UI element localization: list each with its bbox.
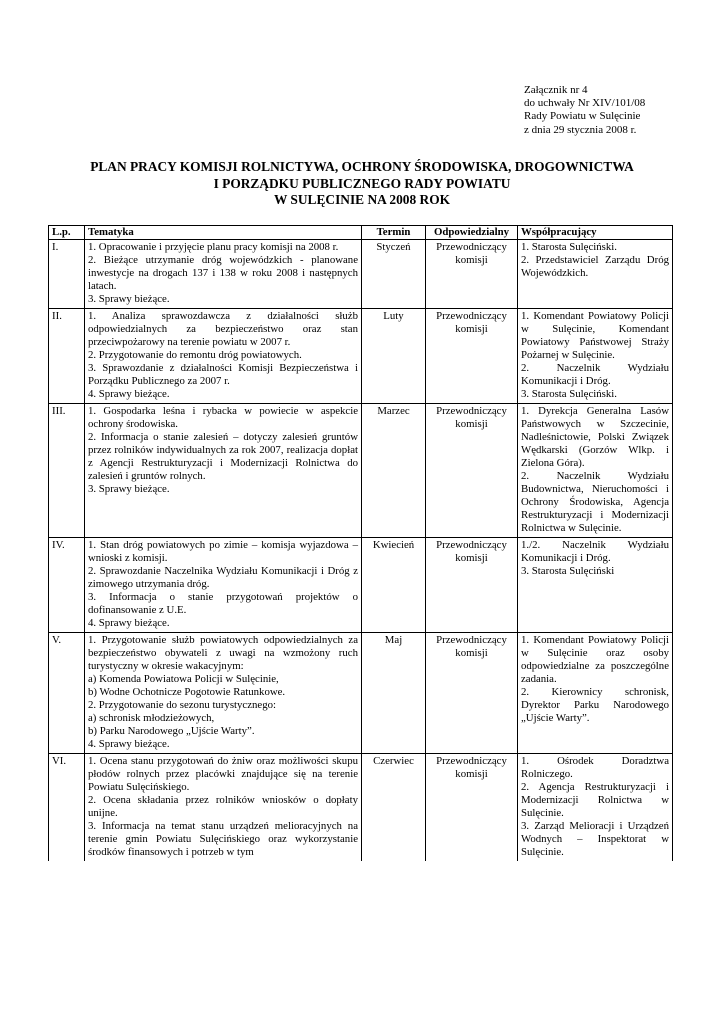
row-topics bbox=[85, 240, 362, 309]
row-number: II. bbox=[49, 309, 85, 404]
responsible-line: komisji bbox=[455, 254, 488, 266]
topic-item: 2. Informacja o stanie zalesień – dotyczy zalesień gruntów przez rolników indywidualnych za rok 2007, realizacja dopłat z Agencji Restrukturyzacji i Modernizacji Rolnictwa do zalesień i gruntów rolnych. bbox=[88, 431, 358, 482]
cooperating-item: 1. Komendant Powiatowy Policji w Sulęcinie, Komendant Powiatowy Państwowej Straży Pożarnej w Sulęcinie. bbox=[521, 310, 669, 361]
table-header-row bbox=[49, 226, 673, 240]
responsible-line: Przewodniczący bbox=[436, 539, 507, 551]
row-cooperating bbox=[518, 754, 673, 862]
header-topic: Tematyka bbox=[85, 226, 362, 240]
responsible-line: komisji bbox=[455, 768, 488, 780]
annex-reference bbox=[524, 84, 645, 137]
row-number: III. bbox=[49, 404, 85, 538]
topic-item: 3. Sprawy bieżące. bbox=[88, 483, 170, 495]
row-topics bbox=[85, 538, 362, 633]
row-number: VI. bbox=[49, 754, 85, 862]
cooperating-item: 1. Dyrekcja Generalna Lasów Państwowych w Szczecinie, Nadleśnictowie, Polski Związek Wędkarski (Gorzów Wlkp. i Zielona Góra). bbox=[521, 405, 669, 469]
row-term: Luty bbox=[362, 309, 426, 404]
row-responsible bbox=[426, 754, 518, 862]
row-topics bbox=[85, 633, 362, 754]
topic-item: b) Wodne Ochotnicze Pogotowie Ratunkowe. bbox=[88, 686, 286, 698]
topic-item: 3. Informacja na temat stanu urządzeń melioracyjnych na terenie gmin Powiatu Sulęcińskiego oraz wykorzystanie środków finansowych i potrzeb w tym bbox=[88, 820, 358, 858]
cooperating-item: 2. Kierownicy schronisk, Dyrektor Parku Narodowego „Ujście Warty”. bbox=[521, 686, 669, 724]
cooperating-item: 2. Naczelnik Wydziału Komunikacji i Dróg. bbox=[521, 362, 669, 387]
topic-item: a) Komenda Powiatowa Policji w Sulęcinie, bbox=[88, 673, 279, 685]
cooperating-item: 2. Przedstawiciel Zarządu Dróg Wojewódzkich. bbox=[521, 254, 669, 279]
cooperating-item: 2. Naczelnik Wydziału Budownictwa, Nieruchomości i Ochrony Środowiska, Agencja Restrukturyzacji i Modernizacji Rolnictwa w Sulęcinie. bbox=[521, 470, 669, 534]
topic-item: 3. Sprawozdanie z działalności Komisji Bezpieczeństwa i Porządku Publicznego za 2007 r. bbox=[88, 362, 358, 387]
table-row bbox=[49, 240, 673, 309]
title-line: W SULĘCINIE NA 2008 ROK bbox=[273, 192, 451, 207]
topic-item: 4. Sprawy bieżące. bbox=[88, 617, 170, 629]
row-responsible bbox=[426, 309, 518, 404]
work-plan-table bbox=[48, 225, 673, 861]
topic-item: a) schronisk młodzieżowych, bbox=[88, 712, 215, 724]
title-line: PLAN PRACY KOMISJI ROLNICTYWA, OCHRONY ŚRODOWISKA, DROGOWNICTWA bbox=[90, 159, 634, 174]
topic-item: 1. Przygotowanie służb powiatowych odpowiedzialnych za bezpieczeństwo obywateli z uwagi na wzmożony ruch turystyczny w okresie wakacyjnym: bbox=[88, 634, 358, 672]
row-number: IV. bbox=[49, 538, 85, 633]
row-cooperating bbox=[518, 633, 673, 754]
row-term: Czerwiec bbox=[362, 754, 426, 862]
topic-item: 2. Ocena składania przez rolników wniosków o dopłaty unijne. bbox=[88, 794, 358, 819]
responsible-line: Przewodniczący bbox=[436, 241, 507, 253]
row-responsible bbox=[426, 404, 518, 538]
topic-item: b) Parku Narodowego „Ujście Warty”. bbox=[88, 725, 255, 737]
responsible-line: komisji bbox=[455, 647, 488, 659]
row-topics bbox=[85, 754, 362, 862]
row-number: I. bbox=[49, 240, 85, 309]
row-responsible bbox=[426, 633, 518, 754]
topic-item: 1. Stan dróg powiatowych po zimie – komisja wyjazdowa – wnioski z komisji. bbox=[88, 539, 358, 564]
cooperating-item: 3. Starosta Sulęciński. bbox=[521, 388, 617, 400]
row-topics bbox=[85, 309, 362, 404]
cooperating-item: 2. Agencja Restrukturyzacji i Modernizacji Rolnictwa w Sulęcinie. bbox=[521, 781, 669, 819]
cooperating-item: 1. Starosta Sulęciński. bbox=[521, 241, 617, 253]
annex-line: Załącznik nr 4 bbox=[524, 84, 588, 96]
table-row bbox=[49, 538, 673, 633]
topic-item: 2. Sprawozdanie Naczelnika Wydziału Komunikacji i Dróg z zimowego utrzymania dróg. bbox=[88, 565, 358, 590]
table-row bbox=[49, 404, 673, 538]
table-row bbox=[49, 754, 673, 862]
cooperating-item: 1. Ośrodek Doradztwa Rolniczego. bbox=[521, 755, 669, 780]
row-term: Marzec bbox=[362, 404, 426, 538]
topic-item: 3. Informacja o stanie przygotowań projektów o dofinansowanie z U.E. bbox=[88, 591, 358, 616]
responsible-line: komisji bbox=[455, 418, 488, 430]
row-cooperating bbox=[518, 240, 673, 309]
row-cooperating bbox=[518, 404, 673, 538]
row-term: Styczeń bbox=[362, 240, 426, 309]
header-responsible: Odpowiedzialny bbox=[426, 226, 518, 240]
topic-item: 3. Sprawy bieżące. bbox=[88, 293, 170, 305]
annex-line: do uchwały Nr XIV/101/08 bbox=[524, 97, 646, 110]
topic-item: 1. Ocena stanu przygotowań do żniw oraz możliwości skupu płodów rolnych przez placówki znajdujące się na terenie Powiatu Sulęcińskiego. bbox=[88, 755, 358, 793]
responsible-line: Przewodniczący bbox=[436, 405, 507, 417]
responsible-line: komisji bbox=[455, 552, 488, 564]
responsible-line: Przewodniczący bbox=[436, 634, 507, 646]
topic-item: 2. Przygotowanie do remontu dróg powiatowych. bbox=[88, 349, 302, 361]
cooperating-item: 3. Zarząd Melioracji i Urządzeń Wodnych – Inspektorat w Sulęcinie. bbox=[521, 820, 669, 858]
row-cooperating bbox=[518, 538, 673, 633]
responsible-line: Przewodniczący bbox=[436, 755, 507, 767]
topic-item: 2. Przygotowanie do sezonu turystycznego: bbox=[88, 699, 277, 711]
row-term: Kwiecień bbox=[362, 538, 426, 633]
table-row bbox=[49, 309, 673, 404]
responsible-line: komisji bbox=[455, 323, 488, 335]
responsible-line: Przewodniczący bbox=[436, 310, 507, 322]
topic-item: 1. Gospodarka leśna i rybacka w powiecie w aspekcie ochrony środowiska. bbox=[88, 405, 358, 430]
cooperating-item: 1./2. Naczelnik Wydziału Komunikacji i Dróg. bbox=[521, 539, 669, 564]
annex-line: Rady Powiatu w Sulęcinie bbox=[524, 110, 641, 123]
topic-item: 1. Opracowanie i przyjęcie planu pracy komisji na 2008 r. bbox=[88, 241, 339, 253]
document-title bbox=[40, 159, 684, 209]
row-responsible bbox=[426, 538, 518, 633]
row-cooperating bbox=[518, 309, 673, 404]
topic-item: 1. Analiza sprawozdawcza z działalności służb odpowiedzialnych za bezpieczeństwo oraz stan przeciwpożarowy na terenie powiatu w 2007 r. bbox=[88, 310, 358, 348]
topic-item: 4. Sprawy bieżące. bbox=[88, 388, 170, 400]
row-term: Maj bbox=[362, 633, 426, 754]
topic-item: 4. Sprawy bieżące. bbox=[88, 738, 170, 750]
header-term: Termin bbox=[362, 226, 426, 240]
cooperating-item: 3. Starosta Sulęciński bbox=[521, 565, 615, 577]
row-topics bbox=[85, 404, 362, 538]
header-cooperating: Współpracujący bbox=[518, 226, 673, 240]
cooperating-item: 1. Komendant Powiatowy Policji w Sulęcinie oraz osoby odpowiedzialne za poszczególne zadania. bbox=[521, 634, 669, 685]
row-number: V. bbox=[49, 633, 85, 754]
title-line: I PORZĄDKU PUBLICZNEGO RADY POWIATU bbox=[213, 175, 511, 191]
row-responsible bbox=[426, 240, 518, 309]
topic-item: 2. Bieżące utrzymanie dróg wojewódzkich - planowane inwestycje na drogach 137 i 138 w roku 2008 i następnych latach. bbox=[88, 254, 358, 292]
table-row bbox=[49, 633, 673, 754]
annex-line: z dnia 29 stycznia 2008 r. bbox=[524, 123, 637, 136]
header-lp: L.p. bbox=[49, 226, 85, 240]
